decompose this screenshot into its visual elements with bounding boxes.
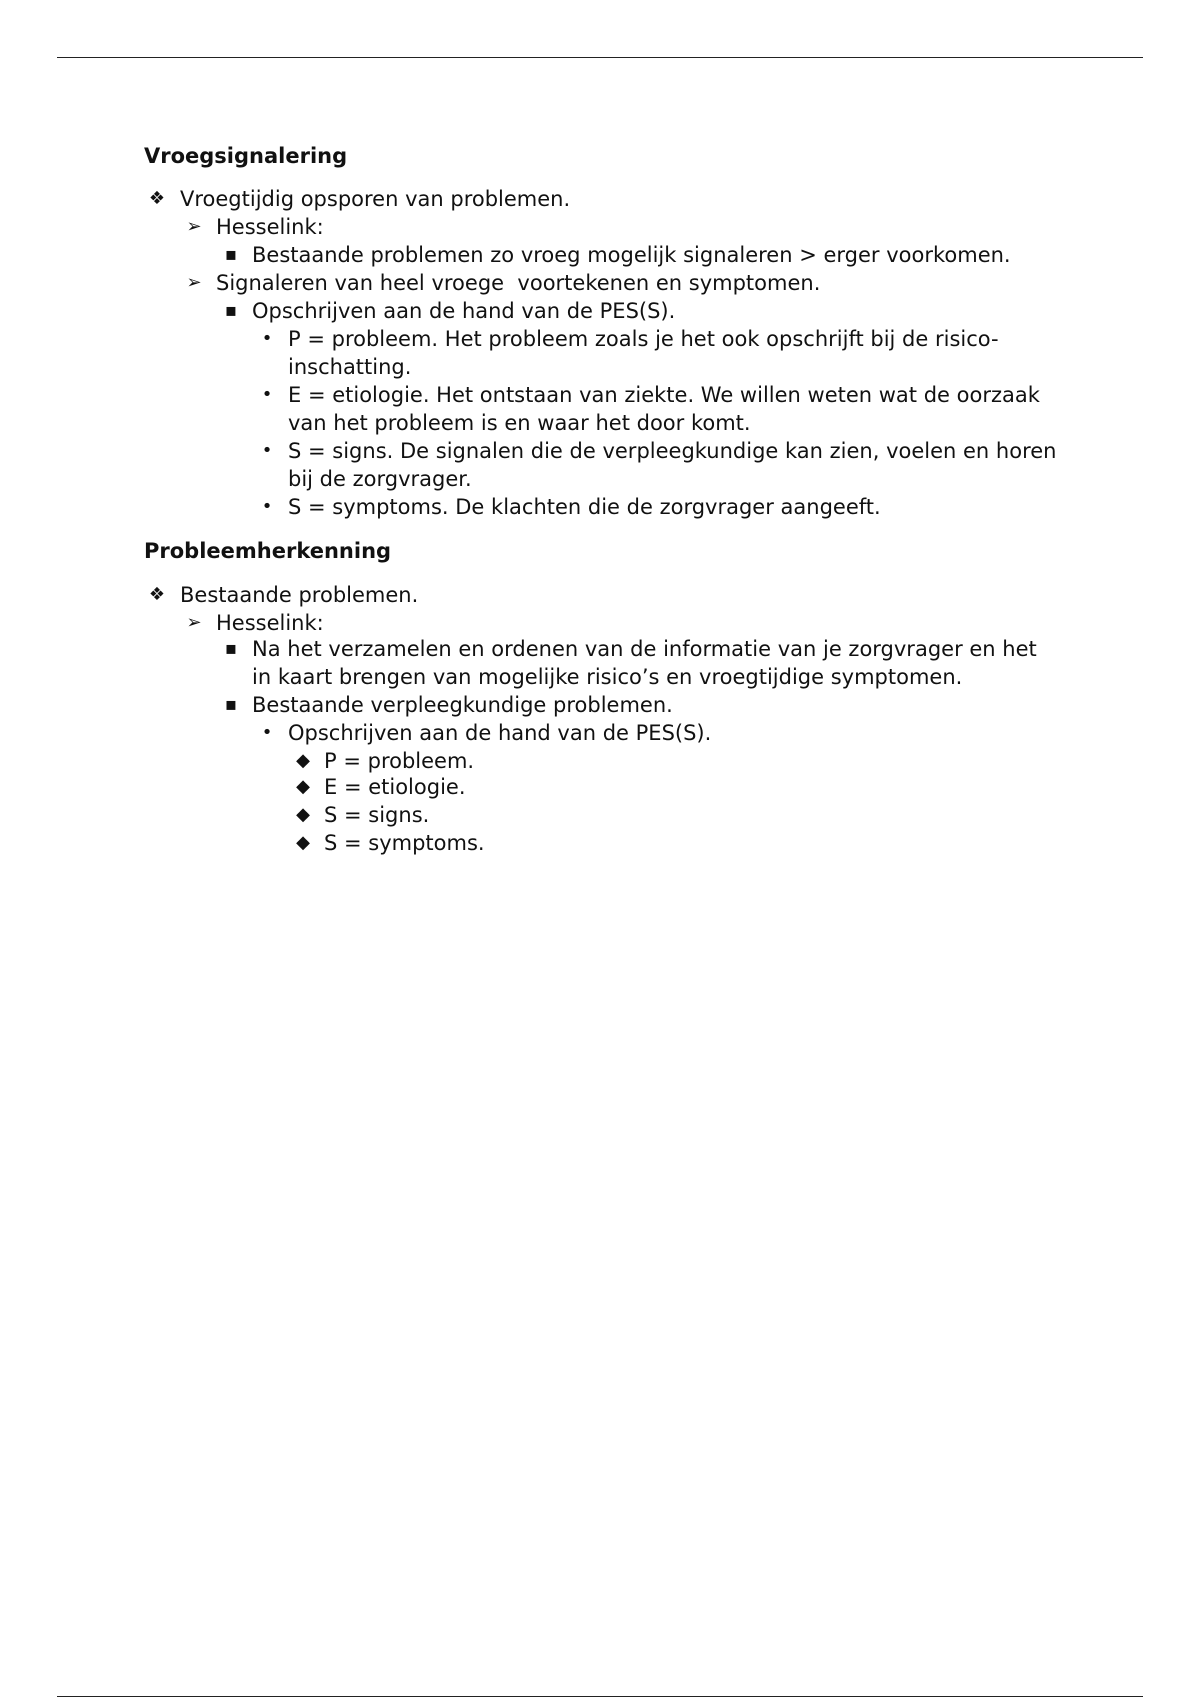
- header-rule: [57, 57, 1143, 58]
- list-item-text: Hesselink:: [216, 215, 324, 239]
- arrowhead-bullet-icon: ➢: [186, 272, 202, 293]
- dot-bullet-icon: •: [261, 496, 273, 517]
- list-item-text: P = probleem. Het probleem zoals je het ook opschrijft bij de risico-inschatting.: [288, 327, 999, 379]
- list-item-text: Bestaande problemen zo vroeg mogelijk signaleren > erger voorkomen.: [252, 243, 1011, 267]
- diamond-bullet-icon: ◆: [296, 832, 310, 853]
- arrowhead-bullet-icon: ➢: [186, 612, 202, 633]
- list-item-text: E = etiologie. Het ontstaan van ziekte. We willen weten wat de oorzaak van het probleem is en waar het door komt.: [288, 383, 1040, 435]
- list-item-text: E = etiologie.: [324, 775, 466, 799]
- list-item-text: S = symptoms.: [324, 831, 485, 855]
- section-heading: Vroegsignalering: [144, 144, 348, 168]
- list-item-text: Opschrijven aan de hand van de PES(S).: [252, 299, 676, 323]
- list-item-text: Signaleren van heel vroege voortekenen en symptomen.: [216, 271, 821, 295]
- section-heading: Probleemherkenning: [144, 539, 392, 563]
- diamond-star-bullet-icon: ❖: [148, 584, 166, 605]
- square-bullet-icon: ▪: [224, 244, 238, 265]
- square-bullet-icon: ▪: [224, 694, 238, 715]
- square-bullet-icon: ▪: [224, 638, 238, 659]
- diamond-star-bullet-icon: ❖: [148, 188, 166, 209]
- list-item-text: P = probleem.: [324, 749, 475, 773]
- list-item-text: Na het verzamelen en ordenen van de informatie van je zorgvrager en het in kaart brengen van mogelijke risico’s en vroegtijdige symptomen.: [252, 637, 1037, 689]
- dot-bullet-icon: •: [261, 384, 273, 405]
- list-item-text: Bestaande verpleegkundige problemen.: [252, 693, 673, 717]
- diamond-bullet-icon: ◆: [296, 804, 310, 825]
- list-item-text: S = symptoms. De klachten die de zorgvrager aangeeft.: [288, 495, 881, 519]
- list-item-text: Bestaande problemen.: [180, 583, 419, 607]
- list-item-text: S = signs.: [324, 803, 430, 827]
- diamond-bullet-icon: ◆: [296, 776, 310, 797]
- list-item-text: S = signs. De signalen die de verpleegkundige kan zien, voelen en horen bij de zorgvrager.: [288, 439, 1057, 491]
- dot-bullet-icon: •: [261, 328, 273, 349]
- square-bullet-icon: ▪: [224, 300, 238, 321]
- dot-bullet-icon: •: [261, 722, 273, 743]
- list-item-text: Opschrijven aan de hand van de PES(S).: [288, 721, 712, 745]
- list-item-text: Vroegtijdig opsporen van problemen.: [180, 187, 571, 211]
- arrowhead-bullet-icon: ➢: [186, 216, 202, 237]
- dot-bullet-icon: •: [261, 440, 273, 461]
- footer-rule: [57, 1696, 1143, 1697]
- diamond-bullet-icon: ◆: [296, 750, 310, 771]
- list-item-text: Hesselink:: [216, 611, 324, 635]
